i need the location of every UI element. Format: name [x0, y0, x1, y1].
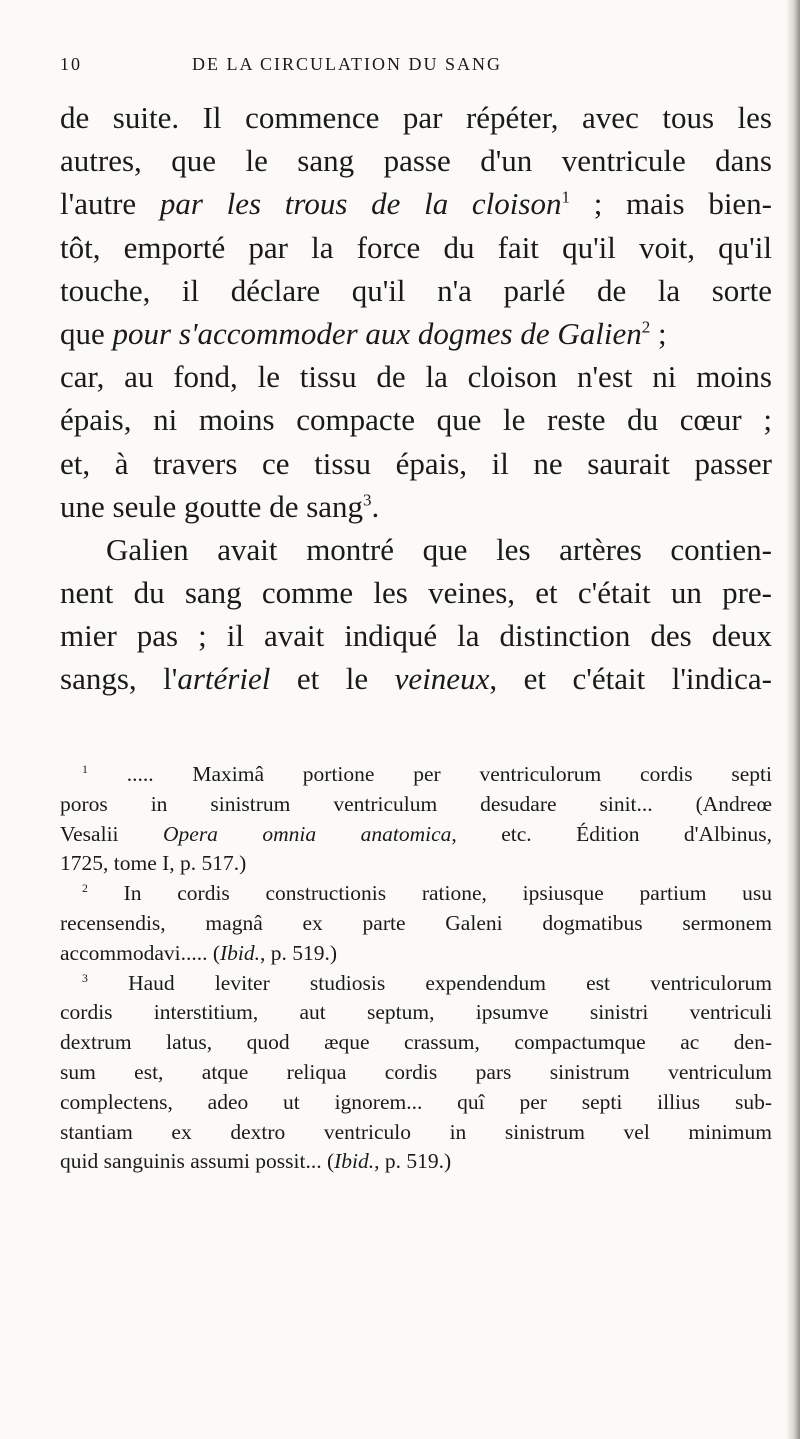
footnote-line: $^3$ Haud leviter studiosis expendendum est ventriculorum	[82, 970, 772, 995]
text-line: et, à travers ce tissu épais, il ne saurait passer	[60, 445, 772, 481]
text-line: Galien avait montré que les artères contien-	[106, 531, 772, 567]
footnotes	[60, 760, 772, 1177]
text-line: touche, il déclare qu'il n'a parlé de la sorte	[60, 272, 772, 308]
footnote-line: quid sanguinis assumi possit... (Ibid., p. 519.)	[60, 1149, 452, 1174]
footnote-line: poros in sinistrum ventriculum desudare sinit... (Andreœ	[60, 791, 772, 816]
text-line: l'autre par les trous de la cloison$^1$ ; mais bien-	[60, 186, 773, 222]
footnote-marker: 1	[82, 761, 88, 776]
footnote-line: $^1$ ..... Maximâ portione per ventriculorum cordis septi	[82, 761, 772, 786]
footnote-line: sum est, atque reliqua cordis pars sinistrum ventriculum	[60, 1059, 772, 1084]
footnote-line: cordis interstitium, aut septum, ipsumve sinistri ventriculi	[60, 1000, 772, 1025]
footnote-ref: 3	[363, 490, 372, 510]
text-line: autres, que le sang passe d'un ventricule dans	[60, 143, 772, 179]
footnote-line: $^2$ In cordis constructionis ratione, ipsiusque partium usu	[82, 881, 772, 906]
text-line: nent du sang comme les veines, et c'était un pre-	[60, 575, 772, 611]
text-line: de suite. Il commence par répéter, avec tous les	[60, 100, 772, 135]
text-line: épais, ni moins compacte que le reste du cœur ;	[60, 402, 772, 438]
text-line: sangs, l'artériel et le veineux, et c'était l'indica-	[60, 661, 772, 697]
footnote-line: 1725, tome I, p. 517.)	[60, 851, 247, 876]
main-text	[60, 96, 772, 701]
running-title: DE LA CIRCULATION DU SANG	[192, 54, 502, 74]
footnote-ref: 2	[641, 317, 651, 337]
text-line: car, au fond, le tissu de la cloison n'est ni moins	[60, 359, 772, 395]
footnote-line: dextrum latus, quod æque crassum, compactumque ac den-	[60, 1030, 772, 1055]
text-line: que pour s'accommoder aux dogmes de Galien$^2$ ;	[60, 315, 667, 351]
footnote-marker: 2	[82, 881, 88, 896]
footnote-ref: 1	[561, 188, 570, 208]
page-edge-shadow	[786, 0, 800, 1439]
footnote-line: Vesalii Opera omnia anatomica, etc. Édition d'Albinus,	[60, 821, 772, 846]
footnote-line: accommodavi..... (Ibid., p. 519.)	[60, 940, 338, 965]
footnote-line: recensendis, magnâ ex parte Galeni dogmatibus sermonem	[60, 910, 772, 935]
text-line: mier pas ; il avait indiqué la distinction des deux	[60, 618, 772, 654]
page-number: 10	[60, 54, 82, 74]
text-line: tôt, emporté par la force du fait qu'il voit, qu'il	[60, 229, 772, 265]
footnote-marker: 3	[82, 970, 88, 985]
footnote-line: stantiam ex dextro ventriculo in sinistrum vel minimum	[60, 1119, 772, 1144]
footnote-line: complectens, adeo ut ignorem... quî per septi illius sub-	[60, 1089, 772, 1114]
text-line: une seule goutte de sang$^3$.	[60, 488, 380, 524]
